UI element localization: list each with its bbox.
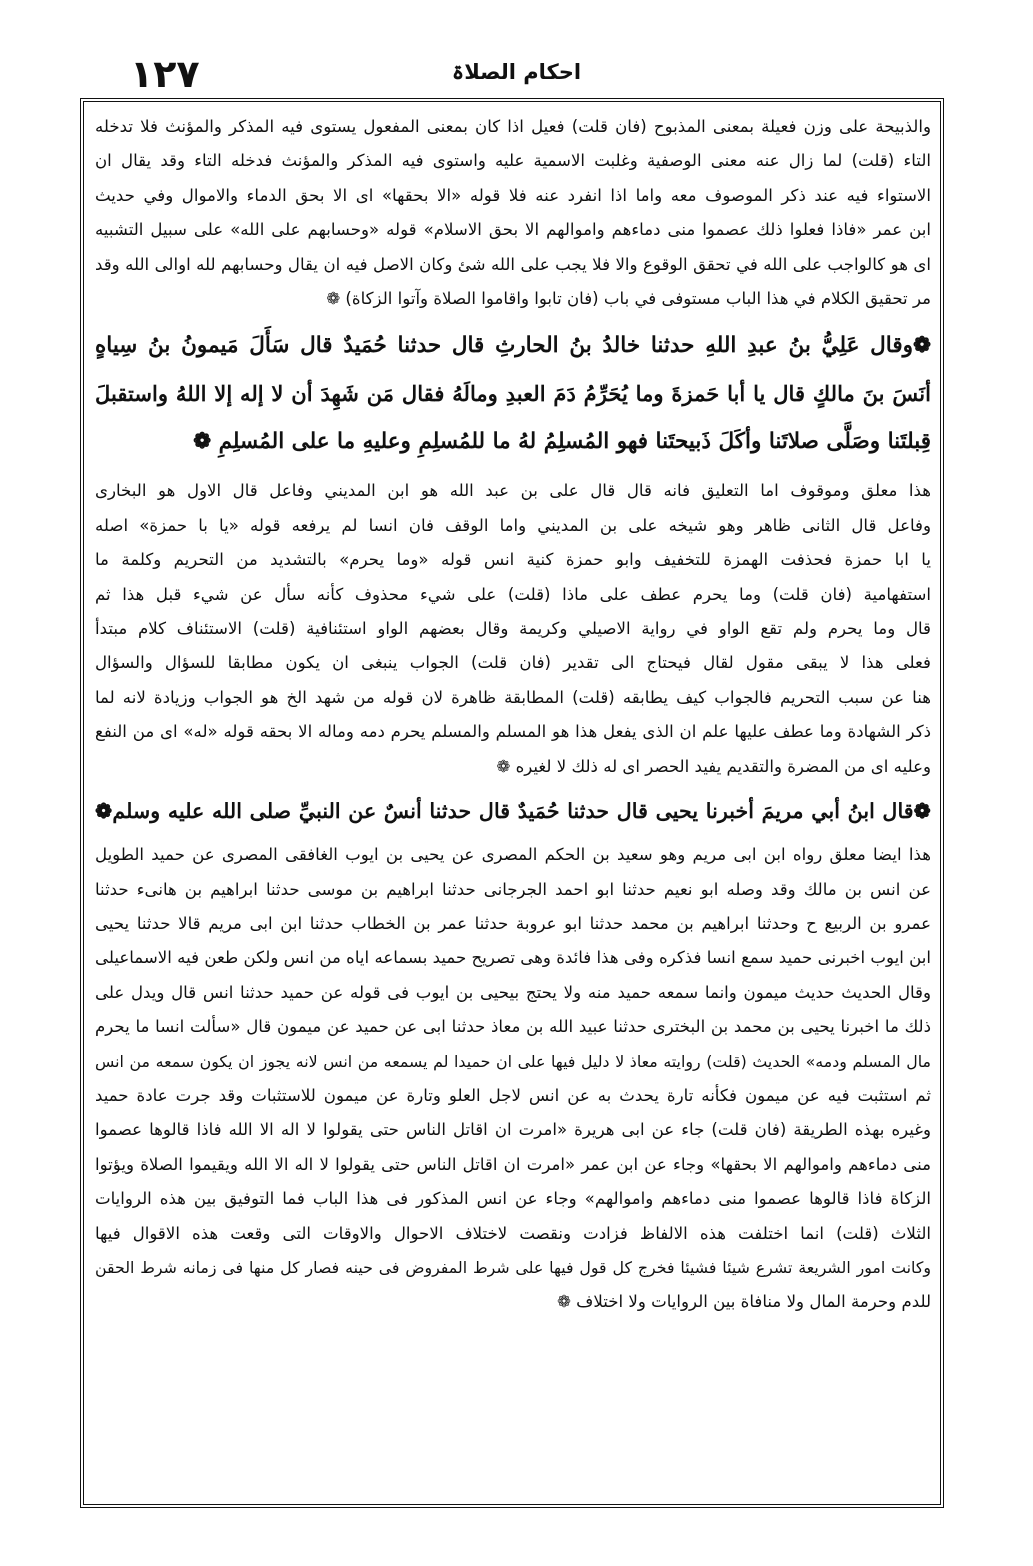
text-line: هذا ايضا معلق رواه ابن ابى مريم وهو سعيد بن الحكم المصرى عن يحيى بن ايوب الغافقى المصرى عن حميد الطويل [95,845,931,865]
text-line: وقال الحديث حديث ميمون وانما سمعه حميد منه ولا يحتج بيحيى بن ايوب فى قوله عن حميد حدثنا انس قال ويدل على [95,982,931,1002]
hadith-line: أنَسَ بنَ مالكٍ قال يا أبا حَمزةَ وما يُحَرِّمُ دَمَ العبدِ ومالَهُ فقال مَن شَهِدَ أن لا إله إلا اللهُ واستقبلَ [95,381,931,407]
page-number: ١٢٧ [130,52,200,96]
hadith-line: قِبلتَنا وصَلَّى صلاتَنا وأكَلَ ذَبيحتَنا فهو المُسلِمُ لهُ ما للمُسلِمِ وعليهِ ما على المُسلِمِ ❁ [193,429,931,455]
text-line: يا ابا حمزة فحذفت الهمزة للتخفيف وابو حمزة كنية انس قوله «وما يحرم» بالتشديد من التحريم وكلمة ما [95,550,931,570]
text-line: وعليه اى من المضرة والتقديم يفيد الحصر اى له ذلك لا لغيره ❁ [496,756,931,776]
text-line: هنا عن سبب التحريم فالجواب كيف يطابقه (قلت) المطابقة ظاهرة لان قوله من شهد الخ هو الجواب وزيادة لانه لما [95,687,931,707]
text-line: ابن ايوب اخبرنى حميد سمع انسا فذكره وفى هذا فائدة وهى تصريح حميد بسماعه اياه من انس ولكن طعن فيه الاسماعيلى [95,948,931,968]
hadith-text-1 [95,322,931,466]
text-line: عن انس بن مالك وقد وصله ابو نعيم حدثنا ابو احمد الجرجانى حدثنا ابراهيم بن موسى حدثنا ابراهيم بن هانىء حدثنا [95,879,931,899]
text-line: اى هو كالواجب على الله في تحقق الوقوع والا فلا يجب على الله شئ وكان الاصل فيه ان يقال وحسابهم لله اوالى الله وقد [95,254,931,274]
page-body [95,110,931,1500]
text-line: التاء (قلت) لما زال عنه معنى الوصفية وغلبت الاسمية عليه واستوى فيه المذكر والمؤنث فدخله التاء وقد يقال ان [95,151,931,171]
commentary-paragraph-1 [95,110,931,316]
text-line: مال المسلم ودمه» الحديث (قلت) روايته معاذ لا دليل فيها على ان حميدا لم يسمعه من انس لانه يجوز ان يكون سمعه من انس [95,1051,931,1071]
text-line: منى دماءهم واموالهم الا بحقها» وجاء عن ابن عمر «امرت ان اقاتل الناس حتى يقولوا لا اله الا الله ويقيموا الصلاة ويؤتوا [95,1154,931,1174]
hadith-text-2 [95,788,931,834]
text-line: مر تحقيق الكلام في هذا الباب مستوفى في باب (فان تابوا واقاموا الصلاة وآتوا الزكاة) ❁ [326,289,931,309]
commentary-paragraph-2 [95,474,931,784]
text-line: للدم وحرمة المال ولا منافاة بين الروايات ولا اختلاف ❁ [556,1292,931,1312]
hadith-line: ❁قال ابنُ أبي مريمَ أخبرنا يحيى قال حدثنا حُمَيدٌ قال حدثنا أنسٌ عن النبيِّ صلى الله عليه وسلم❁ [95,799,931,824]
text-line: ذكر الشهادة وما عطف عليها علم ان الذى يفعل هذا هو المسلم والمسلم يحرم دمه وماله الا بحقه قوله «له» اى من النفع [95,722,931,742]
text-line: الاستواء فيه عند ذكر الموصوف معه واما اذا انفرد عنه فلا قوله «الا بحقها» اى الا بحق الدماء والاموال وفي حديث [95,185,931,205]
text-line: استفهامية (فان قلت) وما يحرم عطف على ماذا (قلت) على شيء محذوف كأنه سأل عن شيء قبل هذا ثم [95,584,931,604]
running-header-title: احکام الصلاۃ [451,60,582,84]
text-line: وفاعل قال الثانى ظاهر وهو شيخه على بن المديني واما الوقف فان انسا لم يرفعه قوله «يا با حمزة» اصله [95,515,931,535]
text-line: الثلاث (قلت) انما اختلفت هذه الالفاظ فزادت ونقصت لاختلاف الاحوال والاوقات التى وقعت هذه الاقوال فيها [95,1223,931,1243]
text-line: فعلى هذا لا يبقى مقول لقال فيحتاج الى تقدير (فان قلت) الجواب ينبغى ان يكون مطابقا للسؤال والسؤال [95,653,931,673]
text-line: الزكاة فاذا قالوها عصموا منى دماءهم واموالهم» وجاء عن انس المذكور فى هذا الباب فما التوفيق بين هذه الروايات [95,1189,931,1209]
hadith-line: ❁وقال عَلِيُّ بنُ عبدِ اللهِ حدثنا خالدُ بنُ الحارثِ قال حدثنا حُمَيدٌ قال سَأَلَ مَيمونُ بنُ سِياهٍ [95,333,931,359]
text-line: وغيره بهذه الطريقة (فان قلت) جاء عن ابى هريرة «امرت ان اقاتل الناس حتى يقولوا لا اله الا الله فاذا قالوها عصموا [95,1120,931,1140]
text-line: قال وما يحرم ولم تقع الواو في رواية الاصيلي وكريمة وقال بعضهم الواو استئنافية (قلت) الاستئناف كلام مبتدأ [95,619,931,639]
text-line: هذا معلق وموقوف اما التعليق فانه قال قال على بن عبد الله هو ابن المديني وفاعل قال الاول هو البخارى [95,481,931,501]
text-line: عمرو بن الربيع ح وحدثنا ابراهيم بن محمد حدثنا ابو عروبة حدثنا عمر بن الخطاب حدثنا ابن ابى مريم قالا حدثنا يحيى [95,913,931,933]
text-line: وكانت امور الشريعة تشرع شيئا فشيئا فخرج كل قول فيها على شرط المفروض فى حينه فصار كل منها فى زمانه شرط الحقن [95,1257,931,1277]
text-line: ذلك ما اخبرنا يحيى بن محمد بن البخترى حدثنا عبيد الله بن معاذ حدثنا ابى عن حميد عن ميمون قال «سألت انسا ما يحرم [95,1017,931,1037]
text-line: والذبيحة على وزن فعيلة بمعنى المذبوح (فان قلت) فعيل اذا كان بمعنى المفعول يستوى فيه المذكر والمؤنث فلا تدخله [95,117,931,136]
text-line: ثم استثبت فيه عن ميمون فكأنه تارة يحدث به عن انس لاجل العلو وتارة عن ميمون للاستثبات وقد جرت عادة حميد [95,1085,931,1105]
text-line: ابن عمر «فاذا فعلوا ذلك عصموا منى دماءهم واموالهم الا بحق الاسلام» قوله «وحسابهم على الله» على سبيل التشبيه [95,220,931,240]
commentary-paragraph-3 [95,838,931,1320]
